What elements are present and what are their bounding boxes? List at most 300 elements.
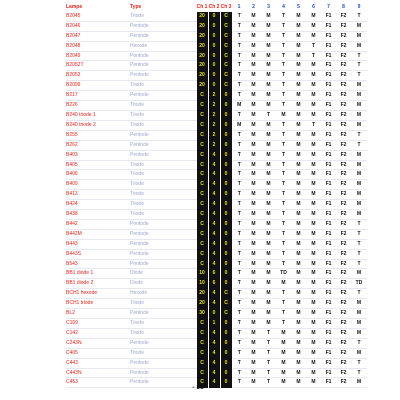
ch1-cell: C — [196, 150, 208, 160]
lampe-cell: B406 — [66, 170, 130, 180]
pin-8-cell: F2 — [336, 150, 351, 160]
pin-1-cell: T — [232, 31, 246, 41]
pin-5-cell: M — [291, 21, 306, 31]
pin-4-cell: M — [276, 368, 291, 378]
type-cell: Pentode — [130, 219, 196, 229]
pin-7-cell: F1 — [321, 299, 336, 309]
pin-1-cell: T — [232, 200, 246, 210]
pin-7-cell: F1 — [321, 51, 336, 61]
pin-9-cell: M — [351, 91, 367, 101]
pin-7-cell: F1 — [321, 348, 336, 358]
pin-2-cell: M — [246, 140, 261, 150]
pin-7-cell: F1 — [321, 289, 336, 299]
type-cell: Hexode — [130, 289, 196, 299]
type-cell: Pentode — [130, 338, 196, 348]
ch2-cell: 4 — [208, 368, 220, 378]
ch1-cell: C — [196, 229, 208, 239]
lampe-cell: B2053 — [66, 71, 130, 81]
pin-4-cell: M — [276, 338, 291, 348]
pin-5-cell: M — [291, 41, 306, 51]
pin-3-cell: T — [261, 338, 276, 348]
type-cell: Pentode — [130, 140, 196, 150]
pin-1-cell: T — [232, 180, 246, 190]
pin-9-cell: T — [351, 140, 367, 150]
pin-8-cell: F2 — [336, 259, 351, 269]
pin-8-cell: F2 — [336, 328, 351, 338]
pin-8-cell: F2 — [336, 91, 351, 101]
pin-2-cell: M — [246, 289, 261, 299]
lampe-cell: B217 — [66, 91, 130, 101]
pin-5-cell: M — [291, 338, 306, 348]
pin-6-cell: M — [306, 12, 321, 21]
ch3-cell: 0 — [220, 180, 232, 190]
pin-3-cell: T — [261, 110, 276, 120]
pin-7-cell: F1 — [321, 81, 336, 91]
pin-9-cell: T — [351, 229, 367, 239]
ch1-cell: C — [196, 249, 208, 259]
type-cell: Pentode — [130, 368, 196, 378]
pin-8-cell: F2 — [336, 239, 351, 249]
pin-5-cell: M — [291, 150, 306, 160]
pin-1-cell: T — [232, 348, 246, 358]
ch1-cell: C — [196, 200, 208, 210]
header-lampe: Lampe — [66, 4, 83, 10]
pin-5-cell: M — [291, 160, 306, 170]
ch3-cell: 0 — [220, 348, 232, 358]
pin-4-cell: M — [276, 110, 291, 120]
ch3-cell: C — [220, 31, 232, 41]
pin-2-cell: M — [246, 259, 261, 269]
pin-3-cell: M — [261, 71, 276, 81]
table-row — [66, 328, 367, 338]
table-row — [66, 71, 367, 81]
pin-2-cell: M — [246, 299, 261, 309]
pin-7-cell: F1 — [321, 130, 336, 140]
header-pin-1: 1 — [237, 4, 241, 10]
pin-6-cell: M — [306, 378, 321, 388]
pin-4-cell: T — [276, 219, 291, 229]
pin-6-cell: M — [306, 71, 321, 81]
lampe-cell: B443 — [66, 239, 130, 249]
pin-2-cell: M — [246, 328, 261, 338]
pin-3-cell: M — [261, 31, 276, 41]
pin-7-cell: F1 — [321, 120, 336, 130]
table-row — [66, 101, 367, 111]
lampe-cell: C243N — [66, 338, 130, 348]
ch3-cell: 0 — [220, 259, 232, 269]
lampe-cell: C405 — [66, 348, 130, 358]
ch2-cell: 0 — [208, 51, 220, 61]
table-row — [66, 279, 367, 289]
pin-8-cell: F2 — [336, 21, 351, 31]
pin-6-cell: M — [306, 21, 321, 31]
type-cell: Triode — [130, 101, 196, 111]
pin-6-cell: T — [306, 51, 321, 61]
lampe-cell: C169 — [66, 319, 130, 329]
pin-8-cell: F2 — [336, 289, 351, 299]
lampe-cell: B424 — [66, 200, 130, 210]
type-cell: Triode — [130, 12, 196, 21]
table-row — [66, 348, 367, 358]
pin-5-cell: M — [291, 309, 306, 319]
pin-9-cell: M — [351, 101, 367, 111]
ch1-cell: C — [196, 348, 208, 358]
ch2-cell: 4 — [208, 229, 220, 239]
table-row — [66, 51, 367, 61]
pin-7-cell: F1 — [321, 110, 336, 120]
pin-1-cell: T — [232, 219, 246, 229]
pin-1-cell: T — [232, 150, 246, 160]
pin-3-cell: M — [261, 210, 276, 220]
pin-7-cell: F1 — [321, 259, 336, 269]
table-row — [66, 120, 367, 130]
pin-1-cell: T — [232, 190, 246, 200]
table-row — [66, 259, 367, 269]
pin-6-cell: M — [306, 328, 321, 338]
ch3-cell: 0 — [220, 279, 232, 289]
pin-1-cell: T — [232, 170, 246, 180]
pin-4-cell: T — [276, 319, 291, 329]
pin-3-cell: M — [261, 150, 276, 160]
pin-2-cell: M — [246, 31, 261, 41]
pin-8-cell: F2 — [336, 378, 351, 388]
pin-9-cell: T — [351, 249, 367, 259]
pin-5-cell: M — [291, 140, 306, 150]
pin-5-cell: M — [291, 51, 306, 61]
pin-4-cell: T — [276, 299, 291, 309]
pin-1-cell: T — [232, 378, 246, 388]
pin-3-cell: M — [261, 299, 276, 309]
ch3-cell: 0 — [220, 338, 232, 348]
table-row — [66, 41, 367, 51]
ch3-cell: C — [220, 21, 232, 31]
pin-9-cell: T — [351, 368, 367, 378]
table-row — [66, 338, 367, 348]
pin-6-cell: M — [306, 190, 321, 200]
pin-6-cell: M — [306, 239, 321, 249]
pin-9-cell: M — [351, 21, 367, 31]
pin-2-cell: M — [246, 110, 261, 120]
pin-1-cell: M — [232, 101, 246, 111]
type-cell: Pentode — [130, 51, 196, 61]
ch2-cell: 4 — [208, 299, 220, 309]
pin-8-cell: F2 — [336, 120, 351, 130]
ch1-cell: C — [196, 180, 208, 190]
pin-1-cell: T — [232, 140, 246, 150]
pin-3-cell: M — [261, 41, 276, 51]
type-cell: Pentode — [130, 249, 196, 259]
pin-4-cell: T — [276, 31, 291, 41]
pin-7-cell: F1 — [321, 91, 336, 101]
lampe-cell: C453 — [66, 378, 130, 388]
table-row — [66, 319, 367, 329]
pin-7-cell: F1 — [321, 41, 336, 51]
pin-4-cell: T — [276, 12, 291, 21]
pin-5-cell: M — [291, 130, 306, 140]
type-cell: Pentode — [130, 229, 196, 239]
ch3-cell: 0 — [220, 269, 232, 279]
pin-3-cell: M — [261, 279, 276, 289]
ch2-cell: 0 — [208, 71, 220, 81]
ch2-cell: 4 — [208, 348, 220, 358]
header-pin-2: 2 — [252, 4, 255, 10]
ch2-cell: 0 — [208, 31, 220, 41]
ch3-cell: 0 — [220, 200, 232, 210]
pin-2-cell: M — [246, 309, 261, 319]
pin-3-cell: M — [261, 170, 276, 180]
pin-9-cell: M — [351, 348, 367, 358]
pin-9-cell: M — [351, 309, 367, 319]
type-cell: Pentode — [130, 239, 196, 249]
lampe-cell: B442 — [66, 219, 130, 229]
ch1-cell: C — [196, 259, 208, 269]
pin-1-cell: T — [232, 110, 246, 120]
type-cell: Triode — [130, 210, 196, 220]
ch2-cell: 4 — [208, 160, 220, 170]
pin-7-cell: F1 — [321, 328, 336, 338]
ch2-cell: 0 — [208, 21, 220, 31]
pin-5-cell: M — [291, 319, 306, 329]
pin-8-cell: F2 — [336, 170, 351, 180]
pin-5-cell: M — [291, 299, 306, 309]
pin-8-cell: F2 — [336, 210, 351, 220]
type-cell: Triode — [130, 319, 196, 329]
ch1-cell: C — [196, 101, 208, 111]
pin-6-cell: M — [306, 358, 321, 368]
lampe-cell: B443S — [66, 249, 130, 259]
pin-9-cell: M — [351, 81, 367, 91]
pin-6-cell: M — [306, 180, 321, 190]
ch3-cell: 0 — [220, 170, 232, 180]
table-row — [66, 368, 367, 378]
ch3-cell: 0 — [220, 219, 232, 229]
pin-1-cell: T — [232, 91, 246, 101]
pin-8-cell: F2 — [336, 338, 351, 348]
table-row — [66, 180, 367, 190]
pin-6-cell: M — [306, 31, 321, 41]
ch3-cell: C — [220, 299, 232, 309]
pin-5-cell: M — [291, 180, 306, 190]
pin-3-cell: M — [261, 101, 276, 111]
type-cell: Triode — [130, 328, 196, 338]
lampe-cell: B405 — [66, 160, 130, 170]
pin-3-cell: M — [261, 229, 276, 239]
pin-9-cell: T — [351, 239, 367, 249]
ch3-cell: 0 — [220, 150, 232, 160]
ch2-cell: 0 — [208, 309, 220, 319]
pin-8-cell: F2 — [336, 61, 351, 71]
pin-4-cell: T — [276, 21, 291, 31]
ch3-cell: C — [220, 41, 232, 51]
type-cell: Pentode — [130, 150, 196, 160]
pin-9-cell: M — [351, 328, 367, 338]
pin-5-cell: M — [291, 279, 306, 289]
pin-3-cell: M — [261, 140, 276, 150]
pin-4-cell: M — [276, 328, 291, 338]
pin-2-cell: M — [246, 319, 261, 329]
pin-1-cell: T — [232, 358, 246, 368]
ch1-cell: 20 — [196, 51, 208, 61]
pin-9-cell: M — [351, 210, 367, 220]
pin-4-cell: T — [276, 41, 291, 51]
pin-5-cell: M — [291, 289, 306, 299]
type-cell: Diode — [130, 269, 196, 279]
ch2-cell: 4 — [208, 210, 220, 220]
pin-4-cell: T — [276, 229, 291, 239]
ch1-cell: C — [196, 140, 208, 150]
pin-2-cell: M — [246, 180, 261, 190]
table-row — [66, 140, 367, 150]
lampe-cell: B2047 — [66, 31, 130, 41]
type-cell: Triode — [130, 190, 196, 200]
pin-3-cell: M — [261, 289, 276, 299]
table-row — [66, 12, 367, 21]
pin-3-cell: M — [261, 249, 276, 259]
pin-7-cell: F1 — [321, 61, 336, 71]
pin-6-cell: M — [306, 91, 321, 101]
pin-9-cell: M — [351, 319, 367, 329]
pin-6-cell: M — [306, 160, 321, 170]
pin-4-cell: T — [276, 190, 291, 200]
pin-6-cell: M — [306, 219, 321, 229]
type-cell: Triode — [130, 110, 196, 120]
pin-7-cell: F1 — [321, 150, 336, 160]
pin-2-cell: M — [246, 190, 261, 200]
pin-2-cell: M — [246, 130, 261, 140]
lampe-cell: B409 — [66, 180, 130, 190]
pin-6-cell: M — [306, 279, 321, 289]
pin-8-cell: F2 — [336, 71, 351, 81]
pin-5-cell: M — [291, 259, 306, 269]
lampe-cell: C443N — [66, 368, 130, 378]
pin-5-cell: M — [291, 378, 306, 388]
pin-4-cell: M — [276, 348, 291, 358]
pin-6-cell: M — [306, 210, 321, 220]
ch3-cell: C — [220, 289, 232, 299]
pin-7-cell: F1 — [321, 170, 336, 180]
pin-4-cell: T — [276, 170, 291, 180]
pin-6-cell: M — [306, 101, 321, 111]
pin-7-cell: F1 — [321, 279, 336, 289]
pin-1-cell: T — [232, 41, 246, 51]
pin-6-cell: M — [306, 338, 321, 348]
pin-8-cell: F2 — [336, 229, 351, 239]
pin-7-cell: F1 — [321, 378, 336, 388]
table-row — [66, 269, 367, 279]
pin-1-cell: T — [232, 249, 246, 259]
ch3-cell: 0 — [220, 378, 232, 388]
ch3-cell: C — [220, 61, 232, 71]
pin-3-cell: M — [261, 120, 276, 130]
table-row — [66, 289, 367, 299]
pin-6-cell: M — [306, 110, 321, 120]
pin-6-cell: M — [306, 249, 321, 259]
pin-3-cell: M — [261, 269, 276, 279]
pin-2-cell: M — [246, 229, 261, 239]
lampe-cell: B240 triode 1 — [66, 110, 130, 120]
table-row — [66, 150, 367, 160]
pin-8-cell: F2 — [336, 51, 351, 61]
pin-7-cell: F1 — [321, 269, 336, 279]
ch1-cell: 20 — [196, 299, 208, 309]
pin-6-cell: M — [306, 81, 321, 91]
ch1-cell: 20 — [196, 41, 208, 51]
header-row — [66, 3, 367, 12]
lampe-cell: B403 — [66, 150, 130, 160]
lampe-cell: B240 triode 2 — [66, 120, 130, 130]
pin-9-cell: T — [351, 12, 367, 21]
lampe-cell: B255 — [66, 130, 130, 140]
pin-2-cell: M — [246, 150, 261, 160]
type-cell: Triode — [130, 170, 196, 180]
table-row — [66, 239, 367, 249]
pin-7-cell: F1 — [321, 71, 336, 81]
pin-4-cell: T — [276, 91, 291, 101]
header-pin-9: 9 — [357, 4, 361, 10]
ch1-cell: C — [196, 378, 208, 388]
pin-4-cell: T — [276, 150, 291, 160]
ch3-cell: 0 — [220, 239, 232, 249]
lampe-cell: B543 — [66, 259, 130, 269]
pin-1-cell: T — [232, 229, 246, 239]
ch1-cell: C — [196, 91, 208, 101]
ch3-cell: 0 — [220, 190, 232, 200]
pin-1-cell: T — [232, 160, 246, 170]
pin-2-cell: M — [246, 21, 261, 31]
table-row — [66, 200, 367, 210]
pin-1-cell: T — [232, 289, 246, 299]
ch3-cell: 0 — [220, 120, 232, 130]
type-cell: Triode — [130, 160, 196, 170]
lampe-cell: BB1 diode 2 — [66, 279, 130, 289]
ch3-cell: 0 — [220, 91, 232, 101]
pin-7-cell: F1 — [321, 219, 336, 229]
pin-7-cell: F1 — [321, 101, 336, 111]
ch3-cell: C — [220, 71, 232, 81]
ch2-cell: 2 — [208, 91, 220, 101]
type-cell: Pentode — [130, 130, 196, 140]
ch3-cell: 0 — [220, 368, 232, 378]
pin-7-cell: F1 — [321, 358, 336, 368]
table-row — [66, 358, 367, 368]
lampe-cell: B2048 — [66, 41, 130, 51]
ch3-cell: 0 — [220, 110, 232, 120]
ch2-cell: 2 — [208, 110, 220, 120]
pin-5-cell: M — [291, 190, 306, 200]
pin-3-cell: M — [261, 259, 276, 269]
lampe-cell: C443 — [66, 358, 130, 368]
pin-6-cell: M — [306, 130, 321, 140]
pin-4-cell: T — [276, 140, 291, 150]
pin-6-cell: M — [306, 150, 321, 160]
pin-9-cell: T — [351, 289, 367, 299]
type-cell: Triode — [130, 299, 196, 309]
ch1-cell: 20 — [196, 12, 208, 21]
ch2-cell: 4 — [208, 180, 220, 190]
type-cell: Triode — [130, 81, 196, 91]
pin-2-cell: M — [246, 378, 261, 388]
header-pin-5: 5 — [297, 4, 300, 10]
pin-5-cell: M — [291, 61, 306, 71]
pin-2-cell: M — [246, 249, 261, 259]
pin-8-cell: F2 — [336, 101, 351, 111]
ch1-cell: 20 — [196, 31, 208, 41]
pin-4-cell: T — [276, 210, 291, 220]
lampe-cell: B438 — [66, 210, 130, 220]
pin-3-cell: M — [261, 319, 276, 329]
ch1-cell: C — [196, 170, 208, 180]
pin-2-cell: M — [246, 239, 261, 249]
